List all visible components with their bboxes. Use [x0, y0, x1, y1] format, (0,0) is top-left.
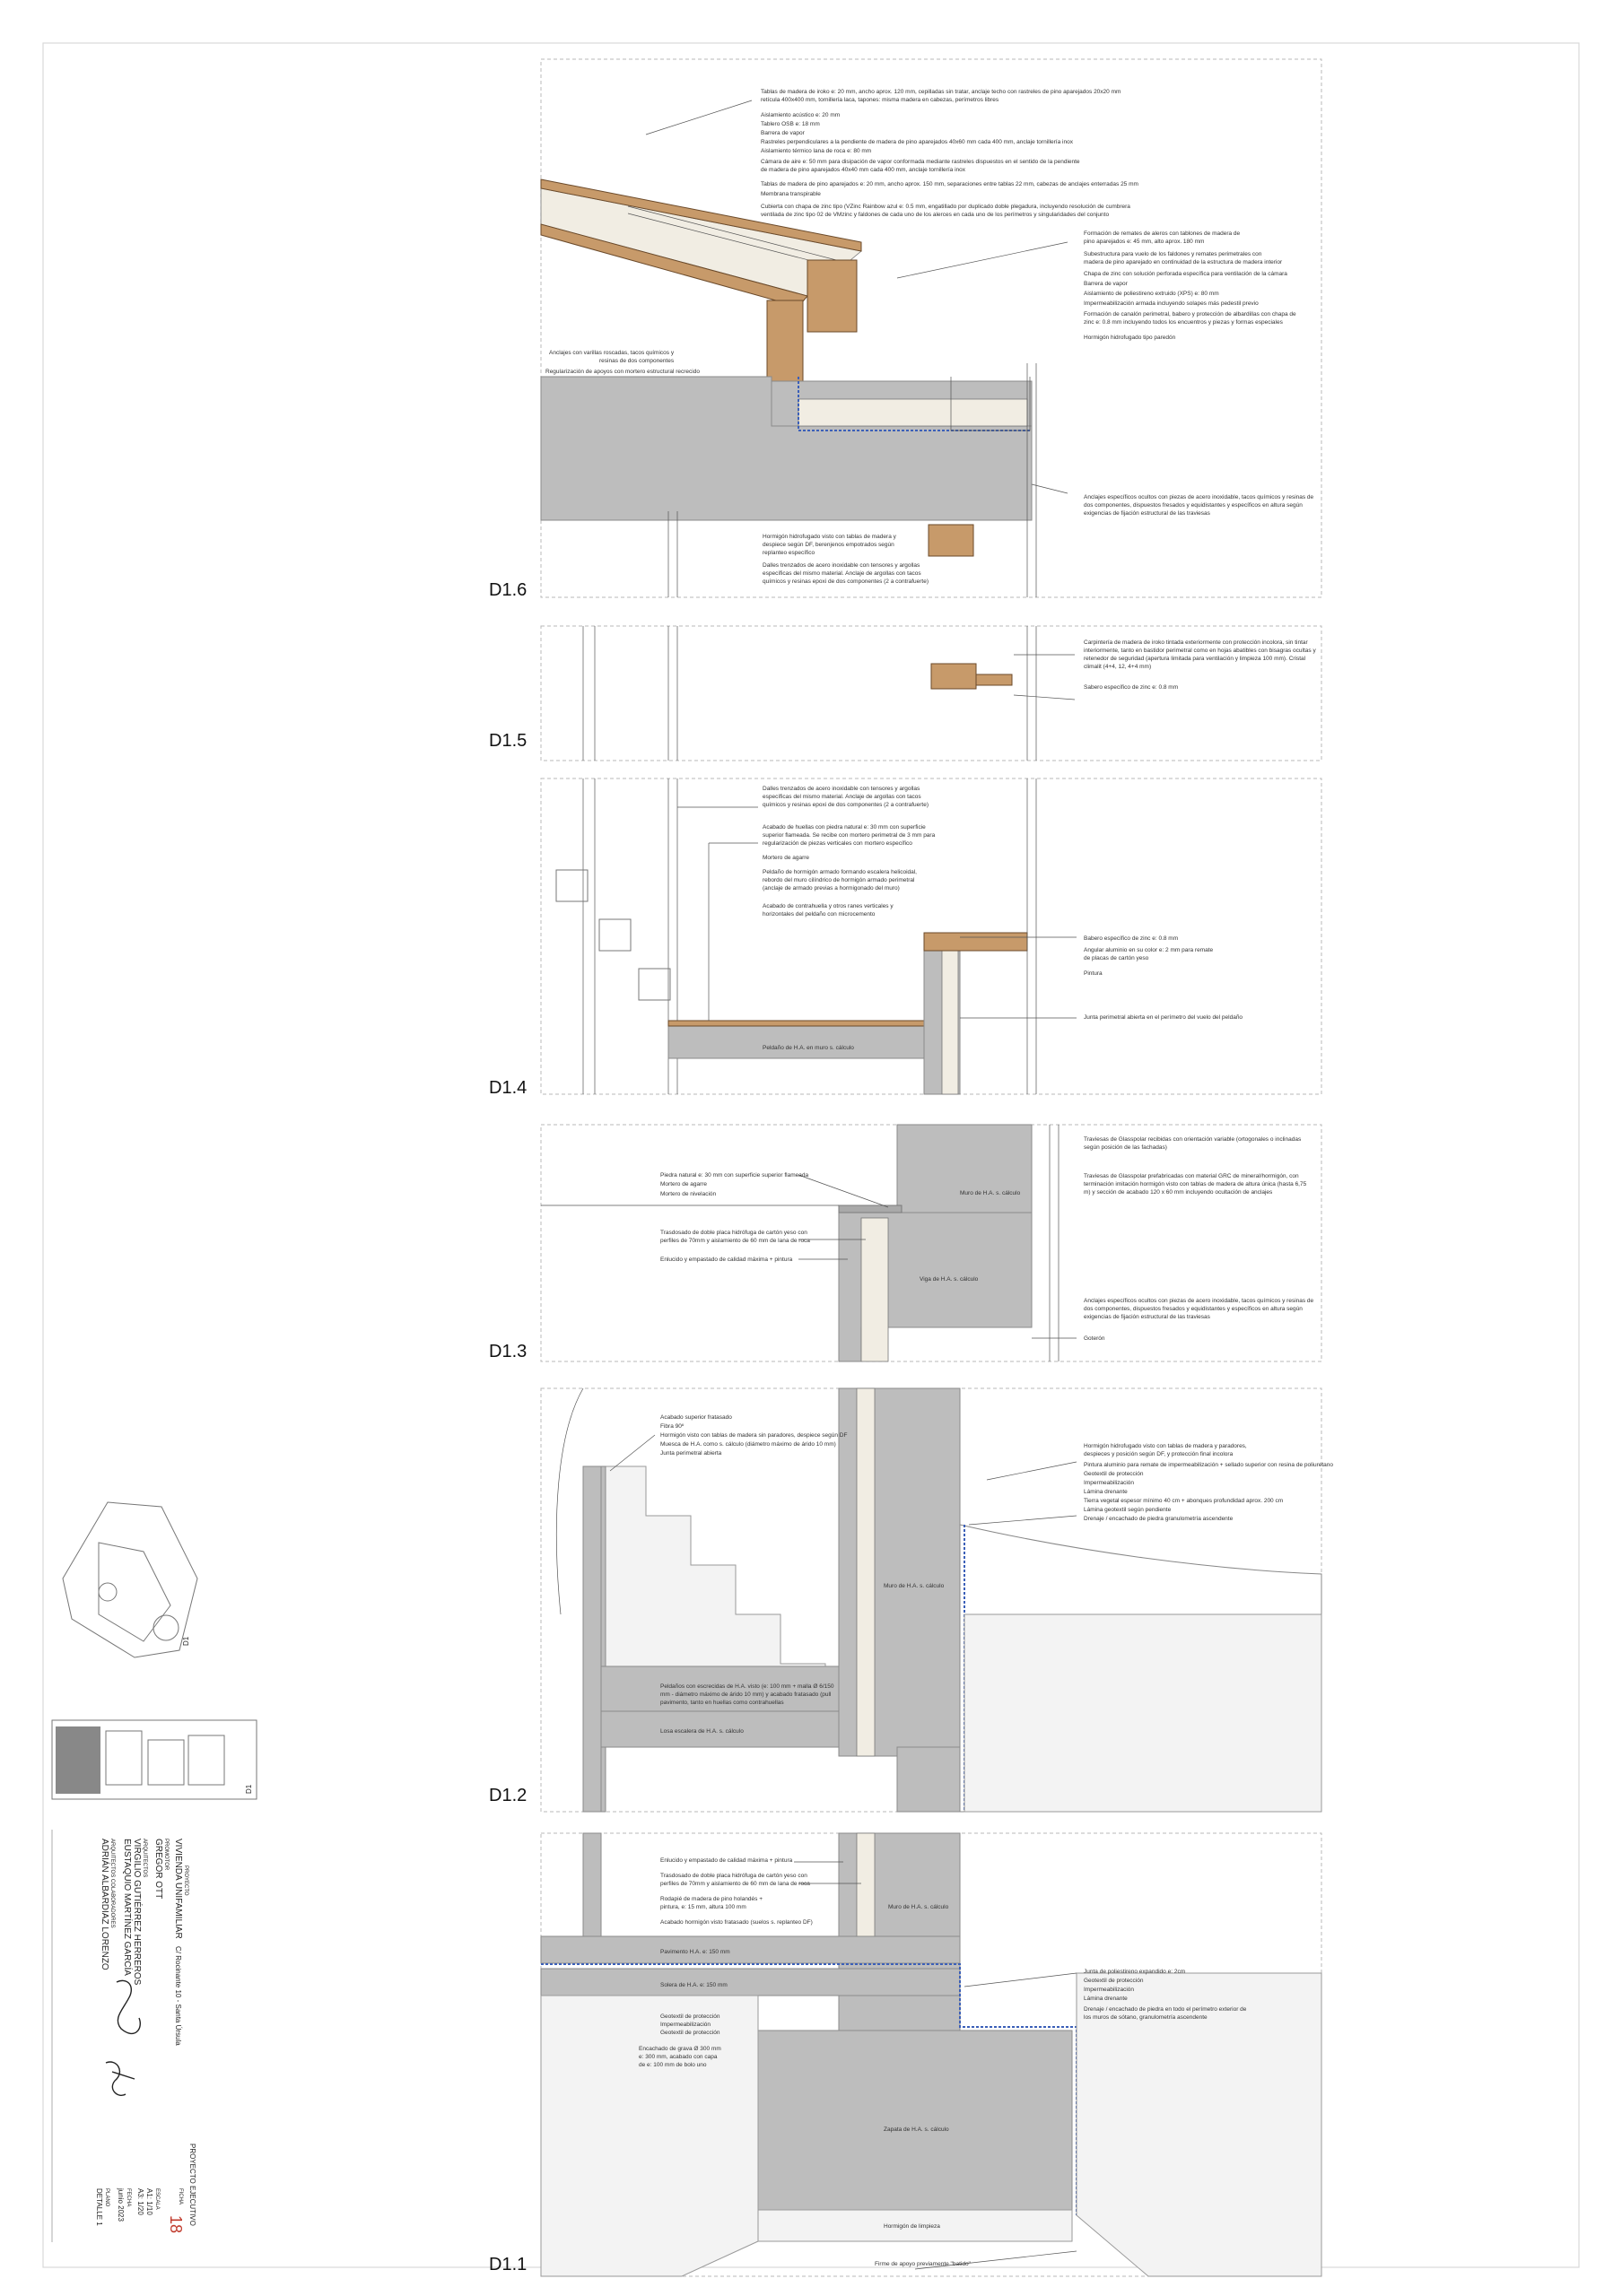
- note: Impermeabilización: [1084, 1987, 1134, 1993]
- note: dos componentes, dispuestos fresados y equidistantes y específicos en altura según: [1084, 502, 1303, 509]
- key-section: [52, 1720, 257, 1799]
- inner-label: Muro de H.A. s. cálculo: [884, 1583, 945, 1589]
- note: Traviesas de Glasspolar recibidas con orientación variable (ortogonales o inclinadas: [1084, 1136, 1302, 1143]
- note: despiece según DF, berenjenos empotrados según: [763, 542, 894, 548]
- note: pintura, e: 15 mm, altura 100 mm: [660, 1904, 746, 1910]
- note: químicos y resinas epoxi de dos componentes (2 a contrafuerte): [763, 802, 929, 808]
- notes-d16-right: [1084, 230, 1296, 341]
- note: climalit (4+4, 12, 4+4 mm): [1084, 664, 1152, 670]
- note: Mortero de nivelación: [660, 1191, 717, 1197]
- note: Lámina drenante: [1084, 1489, 1128, 1495]
- notes-d11-left: [660, 1857, 813, 1926]
- promoter-name: GREGOR OTT: [153, 1839, 163, 1900]
- detail-label-d15: D1.5: [489, 731, 528, 751]
- note: Chapa de zinc con solución perforada específica para ventilación de la cámara: [1084, 271, 1287, 277]
- note: Muesca de H.A. como s. cálculo (diámetro máximo de árido 10 mm): [660, 1441, 836, 1448]
- note: Anclajes específicos ocultos con piezas de acero inoxidable, tacos químicos y resinas de: [1084, 1298, 1314, 1304]
- notes-d16-roof: [761, 89, 1138, 218]
- note: pino aparejados e: 45 mm, alto aprox. 180 mm: [1084, 239, 1205, 245]
- note: Rastreles perpendiculares a la pendiente de madera de pino aparejados 40x60 mm cada 400 mm, anclaje tornillería inox: [761, 139, 1073, 145]
- note: m) y sección de acabado 120 x 60 mm incluyendo ocultación de anclajes: [1084, 1189, 1273, 1196]
- promoter-label: PROMOTOR: [163, 1839, 169, 1871]
- note: despieces y posición según DF, y protección final incolora: [1084, 1451, 1234, 1457]
- scale-label: ESCALA: [154, 2188, 160, 2210]
- inner-label: Viga de H.A. s. cálculo: [920, 1276, 979, 1283]
- note: Hormigón visto con tablas de madera sin paradores, despiece según DF: [660, 1432, 848, 1439]
- note: superior flameada. Se recibe con mortero perimetral de 3 mm para: [763, 832, 936, 839]
- detail-label-d14: D1.4: [489, 1078, 528, 1098]
- note: Hormigón hidrofugado visto con tablas de madera y paradores,: [1084, 1443, 1247, 1449]
- note: Goterón: [1084, 1335, 1105, 1342]
- note: Impermeabilización armada incluyendo solapes más pedestil previo: [1084, 300, 1259, 307]
- note: Trasdosado de doble placa hidrófuga de cartón yeso con: [660, 1873, 807, 1879]
- note: Formación de remates de aleros con tablones de madera de: [1084, 230, 1241, 237]
- note: Drenaje / encachado de piedra granulometría ascendente: [1084, 1516, 1234, 1522]
- title-block: [52, 1830, 196, 2242]
- note: regularización de piezas verticales con mortero específico: [763, 840, 912, 847]
- key-plan-label: D1: [182, 1636, 190, 1646]
- detail-d16: [489, 59, 1321, 600]
- note: Aislamiento de poliestireno extruido (XPS) e: 80 mm: [1084, 291, 1219, 297]
- inner-label: Solera de H.A. e: 150 mm: [660, 1982, 728, 1988]
- note: Encachado de grava Ø 300 mm: [639, 2046, 721, 2052]
- note: Geotextil de protección: [1084, 1471, 1144, 1477]
- note: ventilada de zinc tipo 02 de VMzinc y faldones de cada uno de los alerces en cada uno de los perímetros y singularidades del conjunto: [761, 212, 1110, 218]
- detail-label-d12: D1.2: [489, 1786, 528, 1805]
- note: perfiles de 70mm y aislamiento de 60 mm de lana de roca: [660, 1238, 810, 1244]
- note: Dalles trenzados de acero inoxidable con tensores y argollas: [763, 562, 920, 569]
- inner-label: Losa escalera de H.A. s. cálculo: [660, 1728, 744, 1735]
- inner-label: Peldaño de H.A. en muro s. cálculo: [763, 1045, 854, 1051]
- note: Aislamiento térmico lana de roca e: 80 mm: [761, 148, 872, 154]
- note: según posición de las fachadas): [1084, 1144, 1167, 1151]
- note: Sabero específico de zinc e: 0.8 mm: [1084, 684, 1179, 691]
- date-label: FECHA: [126, 2188, 131, 2207]
- note: Geotextil de protección: [1084, 1978, 1144, 1984]
- note: retícula 400x400 mm, tornillería laca, tapones: misma madera en cabezas, perímetros libres: [761, 97, 999, 103]
- note: exigencias de fijación estructural de las traviesas: [1084, 1314, 1210, 1320]
- note: e: 300 mm, acabado con capa: [639, 2054, 718, 2060]
- note: de e: 100 mm de bolo uno: [639, 2062, 707, 2068]
- sheet-border: [43, 43, 1579, 2267]
- note: Enlucido y empastado de calidad máxima + pintura: [660, 1257, 793, 1263]
- note: Barrera de vapor: [761, 130, 805, 136]
- note: Enlucido y empastado de calidad máxima + pintura: [660, 1857, 793, 1864]
- date-value: junio 2023: [117, 2188, 125, 2222]
- note: Impermeabilización: [660, 2022, 711, 2028]
- note: zinc e: 0.8 mm incluyendo todos los encuentros y piezas y formas especiales: [1084, 319, 1283, 326]
- note: Peldaño de hormigón armado formando escalera helicoidal,: [763, 869, 917, 875]
- signature-1: [117, 1980, 140, 2033]
- notes-d12-right: [1084, 1443, 1333, 1522]
- note: Regularización de apoyos con mortero estructural recrecido: [545, 369, 700, 375]
- detail-label-d16: D1.6: [489, 580, 528, 600]
- note: Mortero de agarre: [660, 1181, 708, 1187]
- note: Anclajes específicos ocultos con piezas de acero inoxidable, tacos químicos y resinas de: [1084, 494, 1314, 500]
- note: Membrana transpirable: [761, 191, 821, 197]
- note: Acabado hormigón visto fratasado (suelos s. replanteo DF): [660, 1919, 813, 1926]
- note: Dalles trenzados de acero inoxidable con tensores y argollas: [763, 786, 920, 792]
- key-plan: [63, 1502, 197, 1657]
- note: Formación de canalón perimetral, babero y protección de albardillas con chapa de: [1084, 311, 1296, 317]
- note: químicos y resinas epoxi de dos componentes (2 a contrafuerte): [763, 578, 929, 585]
- note: dos componentes, dispuestos fresados y equidistantes y específicos en altura según: [1084, 1306, 1303, 1312]
- note: Piedra natural e: 30 mm con superficie superior flameada: [660, 1172, 809, 1178]
- detail-label-d13: D1.3: [489, 1342, 528, 1361]
- note: madera de pino aparejado en continuidad de la estructura de madera interior: [1084, 259, 1283, 265]
- note: Cámara de aire e: 50 mm para disipación de vapor conformada mediante rastreles dispuestos en el sentido de la pendiente: [761, 159, 1080, 165]
- detail-d12: [489, 1388, 1333, 1812]
- inner-label: mm - diámetro máximo de árido 10 mm) y acabado fratasado (pull: [660, 1692, 832, 1698]
- note: Geotextil de protección: [660, 2030, 720, 2036]
- note: Tablero OSB e: 18 mm: [761, 121, 820, 127]
- note: Fibra 90º: [660, 1423, 685, 1430]
- sheet-label: FICHA: [178, 2188, 183, 2205]
- detail-label-d11: D1.1: [489, 2255, 528, 2274]
- note: retenedor de seguridad (apertura limitada para ventilación y limpieza 100 mm). Cristal: [1084, 656, 1306, 662]
- notes-d12-left: [660, 1414, 848, 1457]
- note: Carpintería de madera de iroko tintada exteriormente con protección incolora, sin tintar: [1084, 639, 1308, 646]
- scale-a3: A3: 1/20: [136, 2188, 144, 2215]
- inner-label: Pavimento H.A. e: 150 mm: [660, 1949, 730, 1955]
- note: Acabado de huellas con piedra natural e: 30 mm con superficie: [763, 824, 926, 831]
- note: Mortero de agarre: [763, 855, 810, 861]
- project-label: PROYECTO: [183, 1866, 188, 1896]
- note: específicas del mismo material. Anclaje de argollas con tacos: [763, 570, 921, 577]
- note: Geotextil de protección: [660, 2013, 720, 2020]
- plan-label: PLANO: [104, 2188, 109, 2207]
- inner-label: Peldaños con escrecidas de H.A. visto (e: 100 mm + malla Ø 6/150: [660, 1683, 834, 1690]
- note: específicas del mismo material. Anclaje de argollas con tacos: [763, 794, 921, 800]
- note: Lámina geotextil según pendiente: [1084, 1507, 1172, 1513]
- note: terminación imitación hormigón visto con tablas de madera de altura única (hasta 6,75: [1084, 1181, 1307, 1187]
- note: Cubierta con chapa de zinc tipo (VZinc Rainbow azul e: 0.5 mm, engatillado por duplicado doble plegadura, incluyendo resolución de cumbrera: [761, 204, 1130, 210]
- note: Angular aluminio en su color e: 2 mm para remate: [1084, 947, 1214, 953]
- note: Subestructura para vuelo de los faldones y remates perimetrales con: [1084, 251, 1262, 257]
- note: Junta perimetral abierta en el perímetro del vuelo del peldaño: [1084, 1014, 1243, 1021]
- note: perfiles de 70mm y aislamiento de 60 mm de lana de roca: [660, 1881, 810, 1887]
- note: Tablas de madera de iroko e: 20 mm, ancho aprox. 120 mm, cepilladas sin tratar, anclaje techo con rastreles de pino aparejados 20x20 mm: [761, 89, 1121, 95]
- collaborator-name: ADRIÁN ALBARDIAZ LORENZO: [100, 1839, 109, 1970]
- inner-label: Muro de H.A. s. cálculo: [960, 1190, 1021, 1196]
- note: Acabado superior fratasado: [660, 1414, 732, 1421]
- architect-1: VIRGILIO GUTIÉRREZ HERREROS: [132, 1839, 142, 1986]
- note: exigencias de fijación estructural de las traviesas: [1084, 510, 1210, 517]
- notes-d16-anchor: [1084, 494, 1314, 517]
- note: Tablas de madera de pino aparejados e: 20 mm, ancho aprox. 150 mm, separaciones entre tablas 22 mm, cabezas de anclajes enterradas 25 mm: [761, 181, 1138, 187]
- inner-label: Hormigón de limpieza: [884, 2223, 940, 2230]
- note: Hormigón hidrofugado visto con tablas de madera y: [763, 534, 896, 540]
- note: Rodapié de madera de pino holandés +: [660, 1896, 763, 1902]
- note: Pintura aluminio para remate de impermeabilización + sellado superior con resina de poliuretano: [1084, 1462, 1334, 1468]
- note: Anclajes con varillas roscadas, tacos químicos y: [549, 350, 675, 356]
- architect-2: EUSTAQUIO MARTÍNEZ GARCÍA: [122, 1839, 132, 1976]
- note: Aislamiento acústico e: 20 mm: [761, 112, 841, 118]
- note: rebordo del muro cilíndrico de hormigón armado perimetral: [763, 877, 915, 883]
- key-section-label: D1: [245, 1784, 253, 1794]
- note: Lámina drenante: [1084, 1996, 1128, 2002]
- note: Babero específico de zinc e: 0.8 mm: [1084, 935, 1179, 942]
- scale-a1: A1: 1/10: [145, 2188, 153, 2215]
- note: (anclaje de armado previas a hormigonado del muro): [763, 885, 900, 891]
- note: los muros de sótano, granulometría ascendente: [1084, 2014, 1208, 2021]
- note: horizontales del peldaño con microcemento: [763, 911, 876, 918]
- plan-name: DETALLE 1: [95, 2188, 103, 2226]
- note: Trasdosado de doble placa hidrófuga de cartón yeso con: [660, 1230, 807, 1236]
- note: Drenaje / encachado de piedra en todo el perímetro exterior de: [1084, 2006, 1247, 2013]
- notes-d14-left: [763, 786, 936, 918]
- notes-d15-right: [1084, 639, 1316, 691]
- note: Hormigón hidrofugado tipo paredón: [1084, 335, 1176, 341]
- note: Tierra vegetal espesor mínimo 40 cm + abonques profundidad aprox. 200 cm: [1084, 1498, 1284, 1504]
- collaborators-label: ARQUITECTOS COLABORADORES: [109, 1839, 115, 1928]
- detail-d11: [489, 1833, 1321, 2276]
- notes-d14-right: [1084, 935, 1243, 1021]
- note: Traviesas de Glasspolar prefabricadas con material GRC de mineral/hormigón, con: [1084, 1173, 1299, 1179]
- project-address: C/ Rocinante 10 - Santa Úrsula: [174, 1946, 182, 2046]
- notes-d16-bottom: [763, 534, 929, 585]
- detail-d13: [489, 1125, 1321, 1361]
- note: de placas de cartón yeso: [1084, 955, 1149, 961]
- inner-label: Firme de apoyo previamente "batido": [875, 2261, 971, 2267]
- note: Impermeabilización: [1084, 1480, 1134, 1486]
- sheet-number: 18: [167, 2215, 185, 2234]
- detail-d14: [489, 778, 1321, 1098]
- phase-name: PROYECTO EJECUTIVO: [188, 2144, 196, 2226]
- note: replanteo específico: [763, 550, 815, 556]
- note: Junta perimetral abierta: [660, 1450, 722, 1457]
- detail-d15: [489, 626, 1321, 761]
- notes-d13-left: [660, 1172, 810, 1263]
- notes-d16-left: [545, 350, 700, 375]
- inner-label: Zapata de H.A. s. cálculo: [884, 2126, 949, 2133]
- note: Acabado de contrahuella y otros ranes verticales y: [763, 903, 894, 909]
- note: Junta de poliestireno expandido e: 2cm: [1084, 1969, 1186, 1975]
- inner-label: pavimento, tanto en huellas como contrahuellas: [660, 1700, 784, 1706]
- note: Pintura: [1084, 970, 1103, 977]
- project-name: VIVIENDA UNIFAMILIAR: [173, 1839, 183, 1939]
- note: resinas de dos componentes: [599, 358, 675, 364]
- note: Barrera de vapor: [1084, 281, 1128, 287]
- architects-label: ARQUITECTOS: [142, 1839, 147, 1878]
- note: interiormente, tanto en bastidor perimetral como en hojas abatibles con bisagras ocultas y: [1084, 648, 1316, 654]
- note: de madera de pino aparejados 40x40 mm cada 400 mm, anclaje tornillería inox: [761, 167, 965, 173]
- notes-d13-right: [1084, 1136, 1314, 1342]
- signature-2: [106, 2062, 135, 2095]
- inner-label: Muro de H.A. s. cálculo: [888, 1904, 949, 1910]
